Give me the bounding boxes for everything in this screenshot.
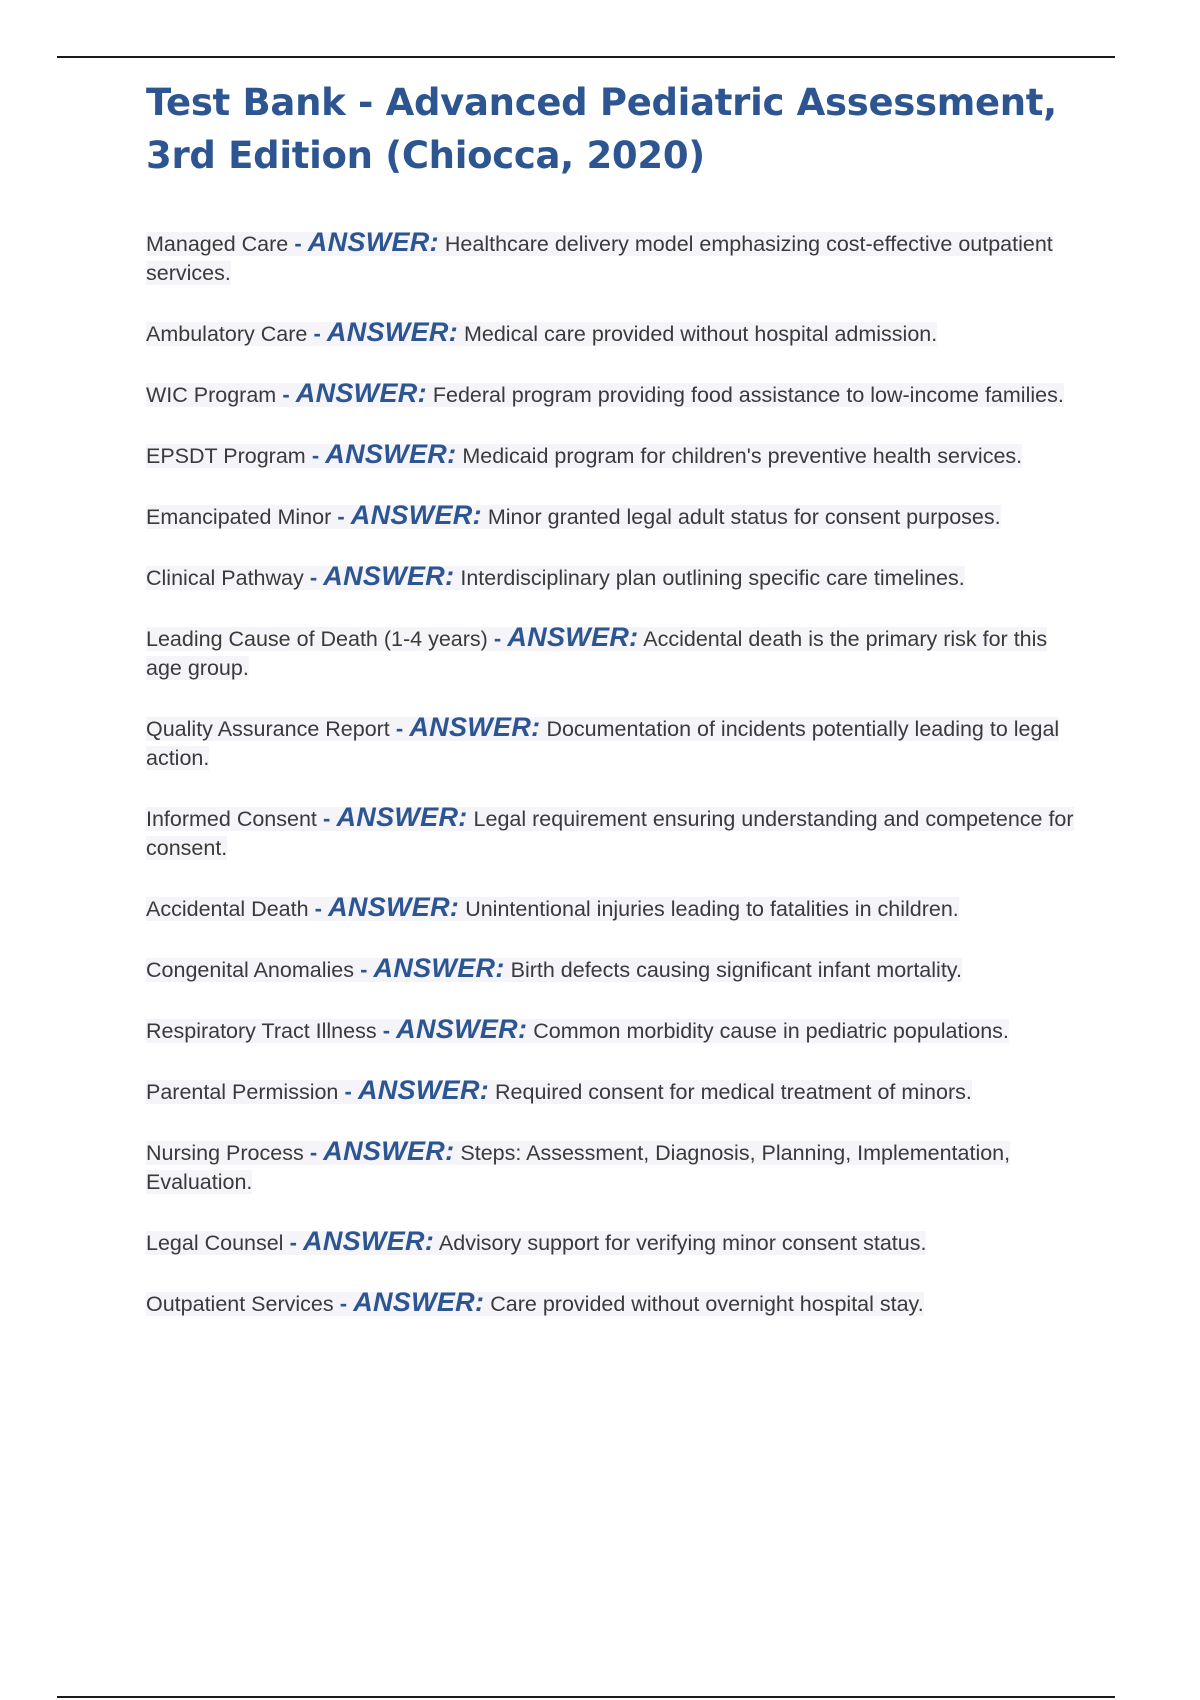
qa-term: WIC Program (146, 383, 277, 407)
qa-definition: Documentation of incidents potentially leading to legal action. (146, 717, 1060, 770)
qa-term: Clinical Pathway (146, 566, 304, 590)
qa-definition: Steps: Assessment, Diagnosis, Planning, Implementation, Evaluation. (146, 1141, 1011, 1194)
qa-separator: - (338, 1079, 358, 1104)
qa-definition: Care provided without overnight hospital stay. (490, 1292, 924, 1316)
qa-separator: - (276, 382, 296, 407)
qa-separator: - (331, 504, 351, 529)
qa-definition: Minor granted legal adult status for consent purposes. (487, 505, 1001, 529)
qa-separator: - (303, 565, 324, 590)
answer-label: ANSWER: (409, 712, 541, 742)
qa-separator: - (288, 231, 308, 256)
qa-separator: - (333, 1291, 354, 1316)
answer-label: ANSWER: (325, 439, 457, 469)
answer-label: ANSWER: (326, 317, 458, 347)
qa-definition: Medicaid program for children's preventive health services. (462, 444, 1023, 468)
top-rule (57, 56, 1115, 58)
qa-term: Ambulatory Care (146, 322, 308, 346)
qa-separator: - (353, 957, 374, 982)
qa-term: Emancipated Minor (146, 505, 332, 529)
document-title: Test Bank - Advanced Pediatric Assessment, 3rd Edition (Chiocca, 2020) (146, 81, 1057, 177)
qa-item (146, 440, 1086, 471)
answer-label: ANSWER: (323, 1136, 455, 1166)
qa-definition: Unintentional injuries leading to fatalities in children. (465, 897, 959, 921)
qa-separator: - (283, 1230, 304, 1255)
answer-label: ANSWER: (396, 1014, 528, 1044)
qa-term: Accidental Death (146, 897, 309, 921)
qa-definition: Federal program providing food assistance to low-income families. (432, 383, 1064, 407)
qa-item (146, 1137, 1086, 1197)
qa-item (146, 713, 1086, 773)
qa-definition: Interdisciplinary plan outlining specific care timelines. (460, 566, 965, 590)
qa-term: Respiratory Tract Illness (146, 1019, 377, 1043)
bottom-rule (57, 1696, 1115, 1698)
qa-term: Congenital Anomalies (146, 958, 354, 982)
qa-item (146, 501, 1086, 532)
qa-item (146, 562, 1086, 593)
qa-separator: - (308, 896, 329, 921)
qa-definition: Advisory support for verifying minor consent status. (438, 1231, 927, 1255)
qa-item (146, 318, 1086, 349)
answer-label: ANSWER: (350, 500, 482, 530)
qa-separator: - (376, 1018, 397, 1043)
answer-label: ANSWER: (303, 1226, 435, 1256)
qa-definition: Accidental death is the primary risk for this age group. (146, 627, 1048, 680)
qa-term: Managed Care (146, 232, 289, 256)
qa-definition: Legal requirement ensuring understanding and competence for consent. (146, 807, 1074, 860)
qa-definition: Healthcare delivery model emphasizing cost-effective outpatient services. (146, 232, 1053, 285)
qa-separator: - (303, 1140, 324, 1165)
qa-separator: - (305, 443, 326, 468)
qa-item (146, 1288, 1086, 1319)
answer-label: ANSWER: (307, 227, 439, 257)
qa-term: Nursing Process (146, 1141, 304, 1165)
qa-term: Outpatient Services (146, 1292, 334, 1316)
qa-item (146, 379, 1086, 410)
qa-definition: Common morbidity cause in pediatric populations. (533, 1019, 1009, 1043)
qa-separator: - (389, 716, 410, 741)
qa-separator: - (487, 626, 508, 651)
qa-definition: Required consent for medical treatment of minors. (495, 1080, 972, 1104)
answer-label: ANSWER: (507, 622, 639, 652)
qa-separator: - (307, 321, 327, 346)
answer-label: ANSWER: (357, 1075, 490, 1105)
qa-definition: Birth defects causing significant infant mortality. (510, 958, 962, 982)
qa-item (146, 1227, 1086, 1258)
qa-item (146, 623, 1086, 683)
qa-item (146, 893, 1086, 924)
qa-term: Quality Assurance Report (146, 717, 390, 741)
qa-list (146, 228, 1086, 1349)
qa-item (146, 1015, 1086, 1046)
qa-definition: Medical care provided without hospital admission. (463, 322, 938, 346)
answer-label: ANSWER: (328, 892, 460, 922)
qa-item (146, 228, 1086, 288)
qa-term: Informed Consent (146, 807, 317, 831)
answer-label: ANSWER: (323, 561, 455, 591)
qa-term: Parental Permission (146, 1080, 339, 1104)
qa-item (146, 954, 1086, 985)
answer-label: ANSWER: (373, 953, 505, 983)
qa-separator: - (316, 806, 337, 831)
qa-item (146, 803, 1086, 863)
answer-label: ANSWER: (336, 802, 468, 832)
qa-term: Leading Cause of Death (1-4 years) (146, 627, 488, 651)
answer-label: ANSWER: (295, 378, 427, 408)
qa-term: EPSDT Program (146, 444, 306, 468)
qa-term: Legal Counsel (146, 1231, 284, 1255)
qa-item (146, 1076, 1086, 1107)
answer-label: ANSWER: (353, 1287, 485, 1317)
